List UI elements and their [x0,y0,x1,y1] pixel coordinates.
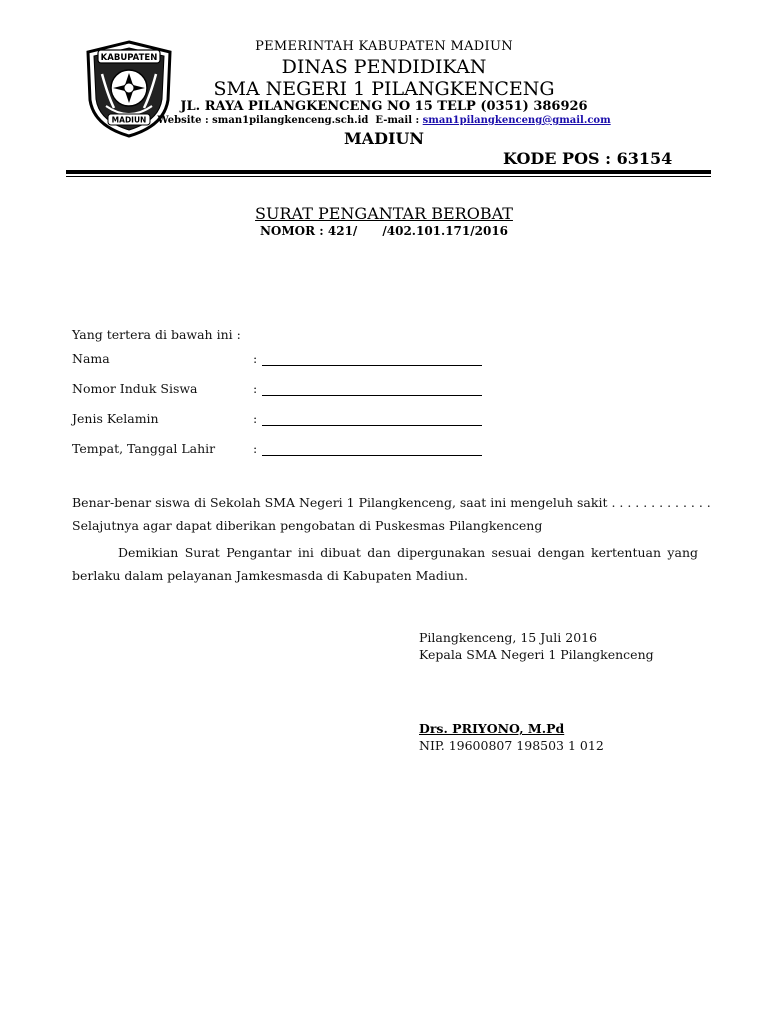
field-blank-jenis-kelamin[interactable] [262,425,482,426]
letterhead-divider-thin [66,176,711,177]
field-blank-nis[interactable] [262,395,482,396]
paragraph-sick-statement: Benar-benar siswa di Sekolah SMA Negeri 1 Pilangkenceng, saat ini mengeluh sakit . . . . . . . . . . . . . [72,495,711,510]
field-label-nama: Nama [72,351,110,366]
letter-number: NOMOR : 421/ /402.101.171/2016 [259,224,509,238]
letter-title [0,204,768,223]
signatory-nip: NIP. 19600807 198503 1 012 [419,738,604,753]
field-blank-ttl[interactable] [262,455,482,456]
email-link[interactable]: sman1pilangkenceng@gmail.com [422,115,611,126]
government-name: PEMERINTAH KABUPATEN MADIUN [255,39,513,54]
field-colon: : [253,411,258,426]
field-colon: : [253,381,258,396]
postal-code: KODE POS : 63154 [503,149,673,168]
school-address: JL. RAYA PILANGKENCENG NO 15 TELP (0351) 386926 [180,99,588,114]
school-name: SMA NEGERI 1 PILANGKENCENG [213,78,555,100]
field-colon: : [253,441,258,456]
paragraph-referral: Selajutnya agar dapat diberikan pengobatan di Puskesmas Pilangkenceng [72,518,543,533]
field-colon: : [253,351,258,366]
email-label: E-mail : [375,115,420,126]
intro-text: Yang tertera di bawah ini : [72,327,241,342]
letter-title-text: SURAT PENGANTAR BEROBAT [255,204,513,223]
field-label-ttl: Tempat, Tanggal Lahir [72,441,216,456]
logo-top-text: KABUPATEN [100,53,158,63]
paragraph-closing: Demikian Surat Pengantar ini dibuat dan dipergunakan sesuai dengan kertentuan yang berlaku dalam pelayanan Jamkesmasda di Kabupaten Madiun. [72,545,698,583]
signature-role: Kepala SMA Negeri 1 Pilangkenceng [419,647,654,662]
field-label-nis: Nomor Induk Siswa [72,381,198,396]
contact-line [0,115,768,126]
signatory-name: Drs. PRIYONO, M.Pd [419,721,565,736]
department-name: DINAS PENDIDIKAN [281,56,487,78]
letterhead-divider-thick [66,170,711,174]
field-blank-nama[interactable] [262,365,482,366]
field-label-jenis-kelamin: Jenis Kelamin [72,411,159,426]
website-text: Website : sman1pilangkenceng.sch.id [157,115,369,126]
logo-bottom-text: MADIUN [111,115,147,125]
city-name: MADIUN [343,129,425,148]
signature-place-date: Pilangkenceng, 15 Juli 2016 [419,630,598,645]
